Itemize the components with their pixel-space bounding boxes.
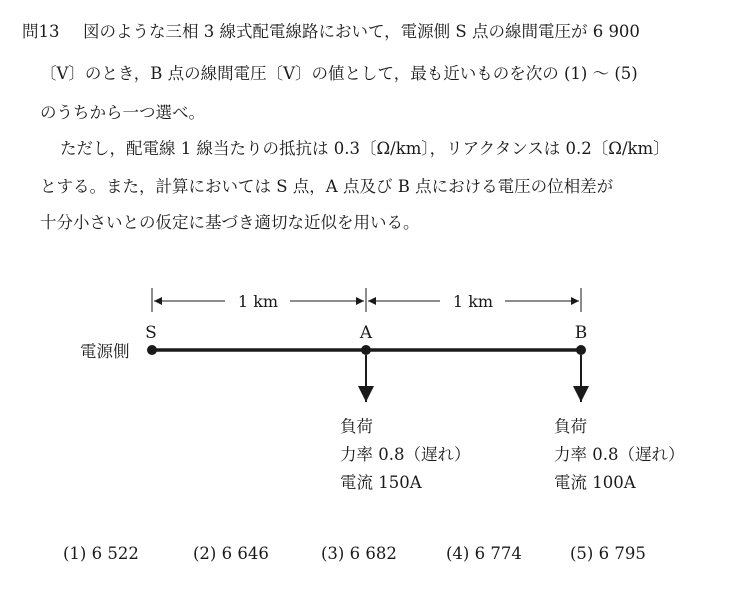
node-dot-s [147,345,157,355]
choice-2[interactable] [193,544,269,563]
question-line-5: とする。また，計算においては S 点，A 点及び B 点における電圧の位相差が [40,177,614,196]
question-number: 問13 [22,22,60,41]
source-side-label: 電源側 [80,342,130,361]
choice-5-label: (5) [570,544,594,563]
load-b-title: 負荷 [554,417,587,436]
load-b-power-factor: 力率 0.8（遅れ） [554,445,685,464]
question-line-3: のうちから一つ選べ。 [40,103,205,122]
load-a-title: 負荷 [340,417,373,436]
choice-3-label: (3) [321,544,345,563]
choice-5[interactable] [570,544,646,563]
distance-label-sa: 1 km [237,292,279,311]
load-b-current: 電流 100A [554,473,636,492]
load-b-info [554,413,685,497]
node-label-a: A [359,323,373,343]
choice-2-value: 6 646 [221,544,269,563]
choice-3-value: 6 682 [349,544,397,563]
choice-4-label: (4) [446,544,470,563]
question-line-1: 図のような三相 3 線式配電線路において，電源側 S 点の線間電圧が 6 900 [83,22,640,41]
choice-2-label: (2) [193,544,217,563]
choice-5-value: 6 795 [598,544,646,563]
choice-3[interactable] [321,544,397,563]
node-label-b: B [574,323,588,343]
load-a-power-factor: 力率 0.8（遅れ） [340,445,471,464]
node-dot-a [361,345,371,355]
node-label-s: S [145,323,157,343]
node-dot-b [576,345,586,355]
choice-1-label: (1) [63,544,87,563]
choice-1-value: 6 522 [91,544,139,563]
distance-label-ab: 1 km [452,292,494,311]
choice-1[interactable] [63,544,139,563]
question-line-2: 〔V〕のとき，B 点の線間電圧〔V〕の値として，最も近いものを次の (1) ～ (5) [40,64,638,83]
question-line-6: 十分小さいとの仮定に基づき適切な近似を用いる。 [40,213,420,232]
choice-4[interactable] [446,544,522,563]
question-line-4: ただし，配電線 1 線当たりの抵抗は 0.3〔Ω/km〕，リアクタンスは 0.2〔Ω/km〕 [60,139,670,158]
choice-4-value: 6 774 [474,544,522,563]
load-a-current: 電流 150A [340,473,422,492]
load-a-info [340,413,471,497]
